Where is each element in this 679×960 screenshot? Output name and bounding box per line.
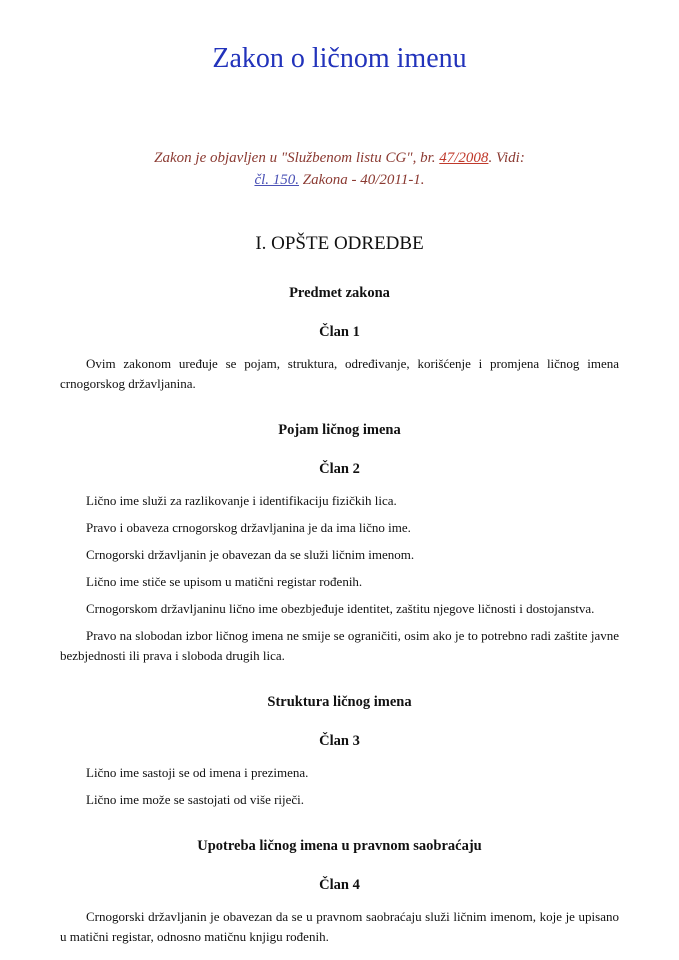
article-150-link[interactable]: čl. 150.	[254, 172, 300, 188]
page-title: Zakon o ličnom imenu	[212, 43, 467, 74]
section-subtitle-pojam-licnog-imena: Pojam ličnog imena	[278, 422, 401, 438]
paragraph: Crnogorskom državljaninu lično ime obezbjeđuje identitet, zaštitu njegove ličnosti i dostojanstva.	[86, 601, 595, 616]
notice-text-middle: . Vidi:	[488, 150, 525, 166]
section-subtitle-predmet-zakona: Predmet zakona	[289, 285, 390, 301]
notice-text-before: Zakon je objavljen u "Službenom listu CG", br.	[154, 150, 440, 166]
paragraph: Pravo i obaveza crnogorskog državljanina je da ima lično ime.	[86, 520, 411, 535]
article-heading-clan-1: Član 1	[319, 324, 360, 340]
paragraph: Crnogorski državljanin je obavezan da se služi ličnim imenom.	[86, 547, 415, 562]
section-subtitle-upotreba-licnog-imena: Upotreba ličnog imena u pravnom saobraćaju	[197, 838, 482, 854]
paragraph: Crnogorski državljanin je obavezan da se u pravnom saobraćaju služi ličnim imenom, koje je upisano u matični registar, odnosno matičnu knjigu rođenih.	[60, 909, 619, 944]
official-gazette-notice	[60, 147, 619, 191]
article-heading-clan-2: Član 2	[319, 461, 360, 477]
paragraph: Ovim zakonom uređuje se pojam, struktura, određivanje, korišćenje i promjena ličnog imena crnogorskog državljanina.	[60, 356, 619, 391]
paragraph: Lično ime stiče se upisom u matični registar rođenih.	[86, 574, 363, 589]
notice-text-after: Zakona - 40/2011-1.	[299, 172, 425, 188]
section-subtitle-struktura-licnog-imena: Struktura ličnog imena	[267, 694, 412, 710]
chapter-heading: I. OPŠTE ODREDBE	[255, 233, 424, 254]
paragraph: Lično ime sastoji se od imena i prezimena.	[86, 765, 309, 780]
paragraph: Lično ime može se sastojati od više riječi.	[86, 792, 305, 807]
paragraph: Pravo na slobodan izbor ličnog imena ne smije se ograničiti, osim ako je to potrebno radi zaštite javne bezbjednosti ili prava i sloboda drugih lica.	[60, 628, 619, 663]
paragraph: Lično ime služi za razlikovanje i identifikaciju fizičkih lica.	[86, 493, 397, 508]
article-heading-clan-4: Član 4	[319, 877, 360, 893]
gazette-number-link[interactable]: 47/2008	[439, 150, 489, 166]
article-heading-clan-3: Član 3	[319, 733, 360, 749]
